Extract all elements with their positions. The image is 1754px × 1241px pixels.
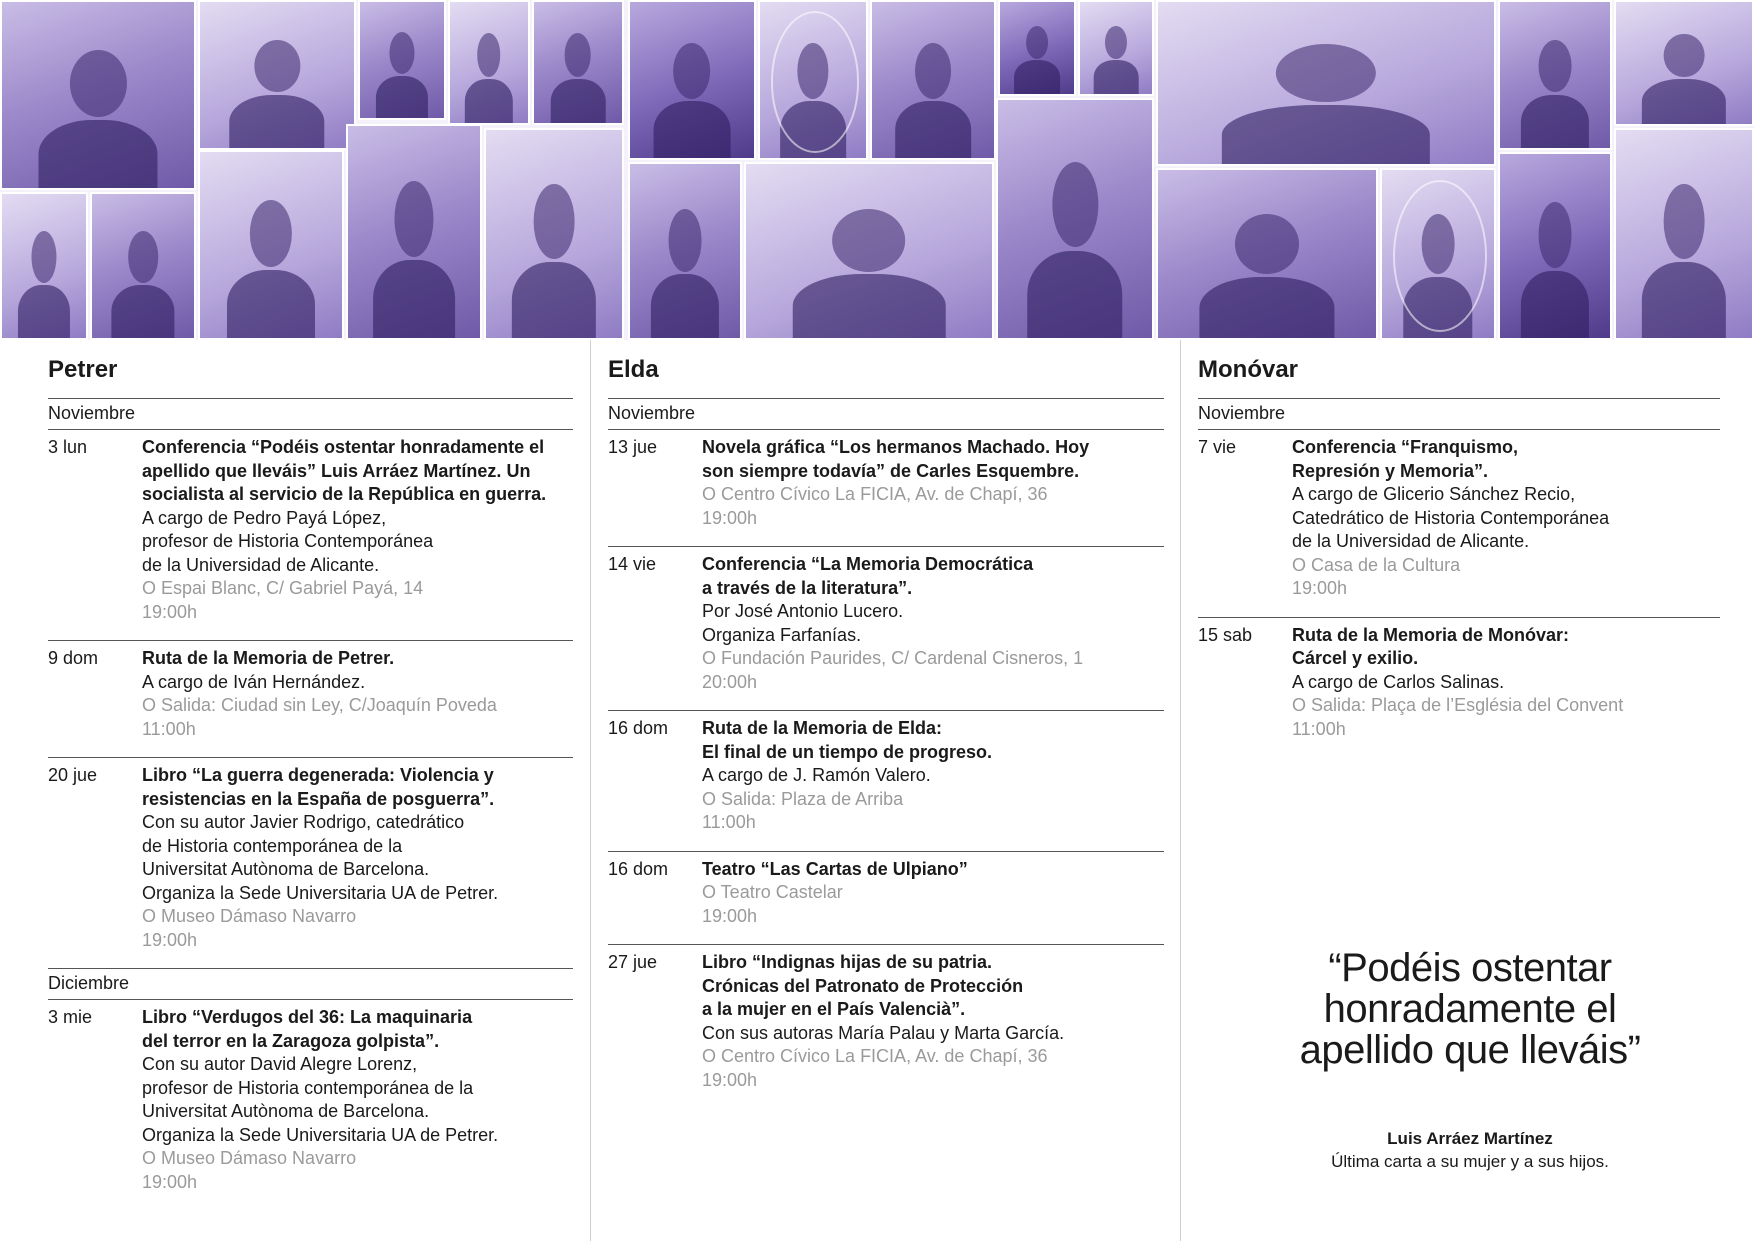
event-time: 11:00h <box>702 812 756 832</box>
photo-group-portrait <box>0 0 196 190</box>
month-label: Diciembre <box>48 968 573 1000</box>
event-date: 13 jue <box>608 437 658 457</box>
event-location: O Centro Cívico La FICIA, Av. de Chapí, 36 <box>702 484 1048 504</box>
event-location: O Fundación Paurides, C/ Cardenal Cisneros, 1 <box>702 648 1084 668</box>
event-description: A cargo de Iván Hernández. <box>142 671 366 692</box>
event-date: 3 mie <box>48 1007 93 1027</box>
event-title: Libro “Verdugos del 36: La maquinaria del terror en la Zaragoza golpista”. <box>142 1007 473 1051</box>
event-description: A cargo de Pedro Payá López, profesor de Historia Contemporánea de la Universidad de Alicante. <box>142 507 434 575</box>
photo-portrait <box>870 0 996 160</box>
event-location: O Salida: Plaza de Arriba <box>702 788 904 809</box>
photo-woman-standing <box>996 98 1154 340</box>
photo-couple <box>198 0 356 150</box>
event-description: Con su autor Javier Rodrigo, catedrático de Historia contemporánea de la Universitat Autònoma de Barcelona. Organiza la Sede Universitaria UA de Petrer. <box>142 812 499 903</box>
event-description: A cargo de Carlos Salinas. <box>1292 671 1505 692</box>
event-item <box>608 852 1164 946</box>
event-time: 19:00h <box>142 1171 198 1192</box>
event-item <box>608 711 1164 852</box>
photo-oval-portrait <box>1380 168 1496 340</box>
event-location: O Centro Cívico La FICIA, Av. de Chapí, 36 <box>702 1046 1048 1066</box>
quote-source: Última carta a su mujer y a sus hijos. <box>1331 1152 1609 1171</box>
photo-couple-seated <box>484 128 624 340</box>
event-location: O Espai Blanc, C/ Gabriel Payá, 14 <box>142 578 424 598</box>
event-time: 11:00h <box>1292 718 1346 739</box>
event-item <box>48 641 573 758</box>
photo-collage <box>0 0 1754 340</box>
photo-family-portrait <box>1156 168 1378 340</box>
event-title: Teatro “Las Cartas de Ulpiano” <box>702 858 968 879</box>
event-title: Ruta de la Memoria de Elda: El final de un tiempo de progreso. <box>702 718 993 762</box>
event-title: Conferencia “La Memoria Democrática a través de la literatura”. <box>702 554 1034 598</box>
city-heading: Monóvar <box>1198 356 1299 383</box>
column-petrer <box>48 352 573 1210</box>
event-time: 19:00h <box>1292 578 1348 598</box>
event-time: 19:00h <box>702 507 758 528</box>
event-description: A cargo de Glicerio Sánchez Recio, Catedrático de Historia Contemporánea de la Universidad de Alicante. <box>1292 484 1610 551</box>
month-label: Noviembre <box>1198 398 1720 430</box>
quote-text: “Podéis ostentar honradamente el apellido que lleváis” <box>1299 946 1641 1072</box>
event-time: 20:00h <box>702 671 758 692</box>
event-description: Por José Antonio Lucero. Organiza Farfanías. <box>702 601 904 645</box>
event-item <box>48 758 573 968</box>
event-time: 19:00h <box>702 905 758 926</box>
event-title: Libro “Indignas hijas de su patria. Crónicas del Patronato de Protección a la mujer en el País Valencià”. <box>702 952 1024 1019</box>
photo-portrait <box>448 0 530 125</box>
event-title: Conferencia “Franquismo, Represión y Memoria”. <box>1292 437 1519 481</box>
photo-portrait <box>998 0 1076 96</box>
quote-block <box>1260 948 1680 1173</box>
photo-portrait-bowtie <box>90 192 196 340</box>
event-title: Conferencia “Podéis ostentar honradamente el apellido que lleváis” Luis Arráez Martínez. Un socialista al servicio de la República en guerra. <box>142 437 547 504</box>
event-title: Libro “La guerra degenerada: Violencia y resistencias en la España de posguerra”. <box>142 765 495 809</box>
event-location: O Salida: Ciudad sin Ley, C/Joaquín Poveda <box>142 695 497 715</box>
city-heading: Elda <box>608 356 659 383</box>
event-location: O Museo Dámaso Navarro <box>142 906 357 926</box>
photo-portrait <box>628 162 742 340</box>
photo-portrait <box>628 0 756 160</box>
photo-couple <box>1614 0 1754 126</box>
event-title: Novela gráfica “Los hermanos Machado. Hoy son siempre todavía” de Carles Esquembre. <box>702 437 1090 481</box>
event-time: 11:00h <box>142 718 196 739</box>
event-date: 27 jue <box>608 952 658 972</box>
event-title: Ruta de la Memoria de Petrer. <box>142 648 395 668</box>
quote-author: Luis Arráez Martínez <box>1387 1129 1553 1148</box>
event-item <box>608 945 1164 1108</box>
event-date: 7 vie <box>1198 437 1237 457</box>
photo-family-group <box>744 162 994 340</box>
photo-portrait <box>532 0 624 125</box>
column-divider <box>590 340 591 1241</box>
event-date: 20 jue <box>48 765 98 785</box>
event-location: O Museo Dámaso Navarro <box>142 1148 357 1168</box>
event-time: 19:00h <box>142 601 198 622</box>
event-date: 16 dom <box>608 718 669 738</box>
event-item <box>608 547 1164 711</box>
event-time: 19:00h <box>142 929 198 950</box>
event-description: Con sus autoras María Palau y Marta García. <box>702 1022 1065 1043</box>
event-location: O Teatro Castelar <box>702 882 843 902</box>
event-time: 19:00h <box>702 1069 758 1090</box>
column-monovar <box>1198 352 1720 757</box>
column-divider <box>1180 340 1181 1241</box>
event-date: 3 lun <box>48 437 88 457</box>
photo-uniformed-portrait <box>1498 0 1612 150</box>
column-elda <box>608 352 1164 1108</box>
event-item <box>608 430 1164 547</box>
photo-portrait <box>1078 0 1154 96</box>
event-item <box>48 1000 573 1210</box>
event-date: 15 sab <box>1198 624 1253 645</box>
photo-elder-portrait <box>1614 128 1754 340</box>
event-date: 14 vie <box>608 554 657 574</box>
photo-oval-portrait <box>758 0 868 160</box>
event-title: Ruta de la Memoria de Monóvar: Cárcel y exilio. <box>1292 624 1570 668</box>
photo-standing-man <box>346 124 482 340</box>
city-heading: Petrer <box>48 356 118 383</box>
event-description: A cargo de J. Ramón Valero. <box>702 765 931 785</box>
photo-portrait <box>1498 152 1612 340</box>
event-location: O Casa de la Cultura <box>1292 554 1461 575</box>
event-date: 16 dom <box>608 858 669 879</box>
photo-school-class <box>1156 0 1496 166</box>
month-label: Noviembre <box>608 398 1164 430</box>
event-item <box>48 430 573 641</box>
photo-portrait <box>358 0 446 120</box>
event-item <box>1198 618 1720 758</box>
photo-soldier <box>198 150 344 340</box>
event-item <box>1198 430 1720 618</box>
event-date: 9 dom <box>48 648 99 668</box>
photo-oval-portrait <box>0 192 88 340</box>
event-description: Con su autor David Alegre Lorenz, profesor de Historia contemporánea de la Universitat Autònoma de Barcelona. Organiza la Sede Universitaria UA de Petrer. <box>142 1054 499 1145</box>
event-location: O Salida: Plaça de l’Església del Convent <box>1292 695 1624 715</box>
month-label: Noviembre <box>48 398 573 430</box>
